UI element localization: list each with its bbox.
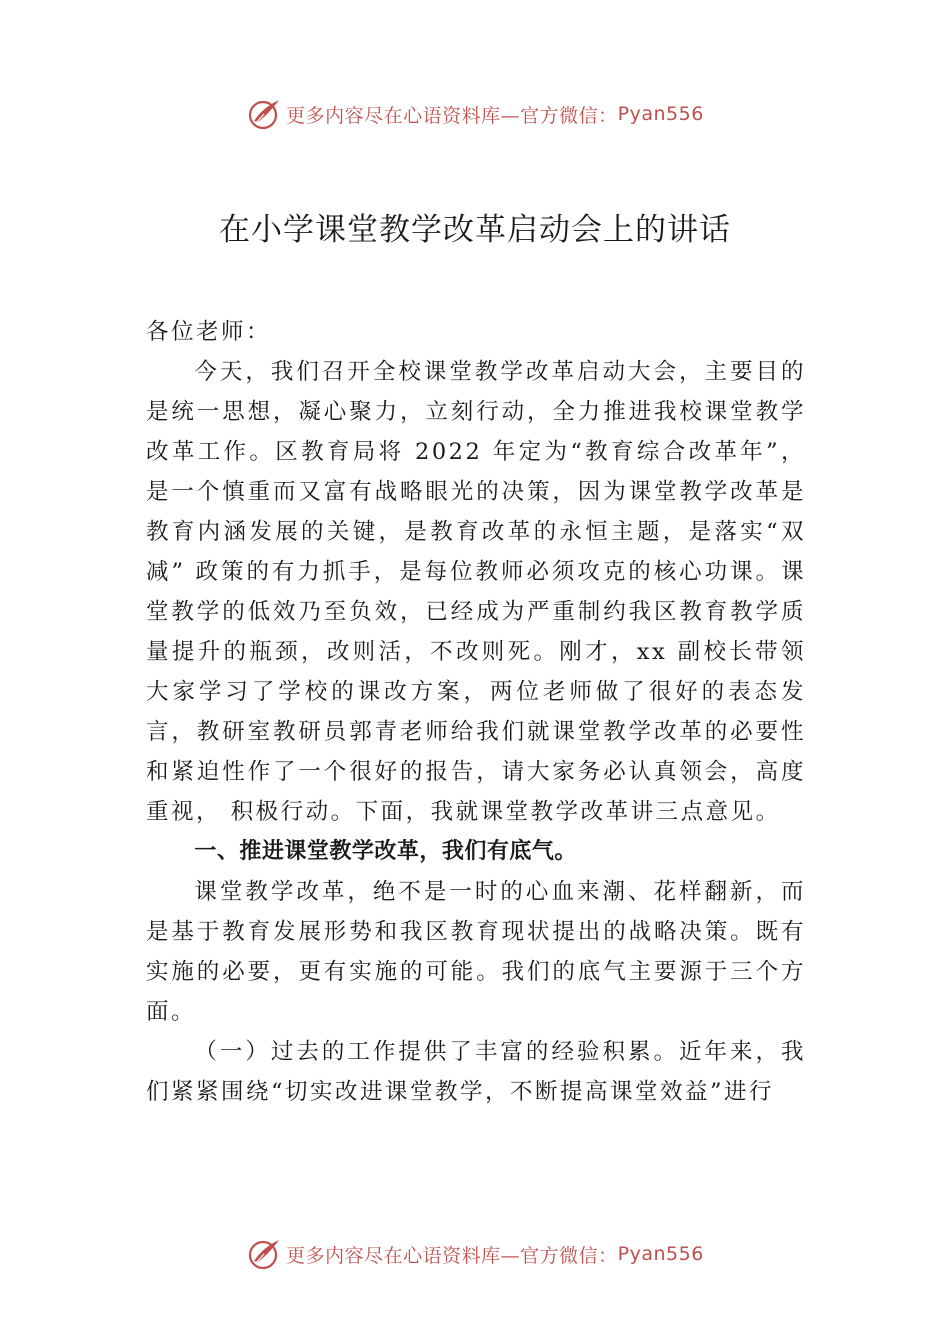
paragraph-section-1: 课堂教学改革，绝不是一时的心血来潮、花样翻新，而是基于教育发展形势和我区教育现状提出的战略决策。既有实施的必要，更有实施的可能。我们的底气主要源于三个方面。 bbox=[146, 879, 806, 1025]
watermark-header bbox=[0, 92, 950, 136]
paragraph-intro: 今天，我们召开全校课堂教学改革启动大会，主要目的是统一思想，凝心聚力，立刻行动，全力推进我校课堂教学改革工作。区教育局将 2022 年定为“教育综合改革年”，是一个慎重而又富有战略眼光的决策，因为课堂教学改革是教育内涵发展的关键，是教育改革的永恒主题，是落实“双减” 政策的有力抓手，是每位教师必须攻克的核心功课。课堂教学的低效乃至负效，已经成为严重制约我区教育教学质量提升的瓶颈，改则活，不改则死。刚才，xx 副校长带领大家学习了学校的课改方案，两位老师做了很好的表态发言，教研室教研员郭青老师给我们就课堂教学改革的必要性和紧迫性作了一个很好的报告，请大家务必认真领会，高度重视， 积极行动。下面，我就课堂教学改革讲三点意见。 bbox=[146, 359, 806, 825]
paragraph-subsection-1: （一）过去的工作提供了丰富的经验积累。近年来，我们紧紧围绕“切实改进课堂教学，不断提高课堂效益”进行 bbox=[146, 1039, 806, 1105]
watermark-wechat-id: Pyan556 bbox=[617, 1243, 704, 1265]
salutation: 各位老师： bbox=[146, 319, 272, 345]
document-body bbox=[146, 312, 806, 1112]
watermark-footer bbox=[0, 1232, 950, 1276]
watermark-wechat-id: Pyan556 bbox=[617, 103, 704, 125]
quill-logo-icon bbox=[246, 1236, 282, 1272]
section-heading-1: 一、推进课堂教学改革，我们有底气。 bbox=[194, 839, 577, 864]
quill-logo-icon bbox=[246, 96, 282, 132]
watermark-text: 更多内容尽在心语资料库—官方微信： bbox=[286, 104, 618, 127]
watermark-text: 更多内容尽在心语资料库—官方微信： bbox=[286, 1244, 618, 1267]
document-title: 在小学课堂教学改革启动会上的讲话 bbox=[219, 212, 731, 248]
